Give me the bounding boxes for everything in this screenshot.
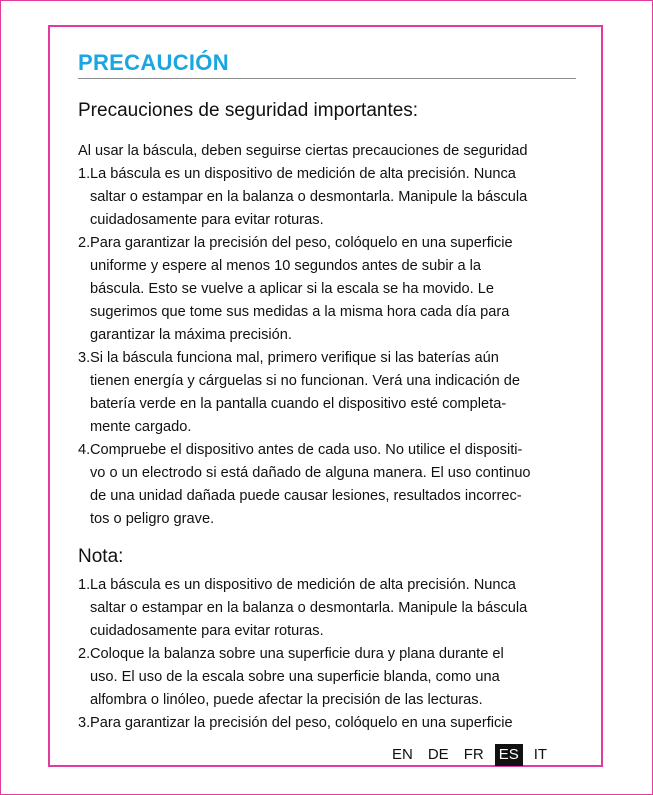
item-line: Si la báscula funciona mal, primero verifique si las baterías aún — [90, 350, 499, 366]
item-line: sugerimos que tome sus medidas a la misma hora cada día para — [90, 304, 510, 320]
item-line: Para garantizar la precisión del peso, colóquelo en una superficie — [90, 235, 513, 251]
language-en[interactable]: EN — [392, 746, 413, 763]
safety-item — [78, 347, 578, 439]
item-line: batería verde en la pantalla cuando el dispositivo esté completa- — [90, 396, 507, 412]
item-line: uso. El uso de la escala sobre una superficie blanda, como una — [90, 669, 500, 685]
title-divider — [78, 78, 576, 79]
item-number: 3. — [78, 350, 91, 366]
item-number: 2. — [78, 646, 91, 662]
item-line: saltar o estampar en la balanza o desmontarla. Manipule la báscula — [90, 600, 528, 616]
safety-item — [78, 232, 578, 347]
safety-list — [78, 163, 578, 531]
item-line: cuidadosamente para evitar roturas. — [90, 623, 324, 639]
item-number: 1. — [78, 166, 91, 182]
item-number: 2. — [78, 235, 91, 251]
note-heading: Nota: — [78, 546, 124, 567]
item-line: cuidadosamente para evitar roturas. — [90, 212, 324, 228]
item-line: tos o peligro grave. — [90, 511, 215, 527]
item-number: 4. — [78, 442, 91, 458]
item-line: Para garantizar la precisión del peso, colóquelo en una superficie — [90, 715, 513, 731]
item-number: 3. — [78, 715, 91, 731]
item-line: La báscula es un dispositivo de medición de alta precisión. Nunca — [90, 577, 516, 593]
item-line: tienen energía y cárguelas si no funcionan. Verá una indicación de — [90, 373, 521, 389]
language-de[interactable]: DE — [427, 746, 449, 763]
item-line: vo o un electrodo si está dañado de alguna manera. El uso continuo — [90, 465, 531, 481]
language-fr[interactable]: FR — [463, 746, 484, 763]
language-it[interactable]: IT — [533, 746, 548, 763]
item-line: báscula. Esto se vuelve a aplicar si la escala se ha movido. Le — [90, 281, 494, 297]
item-line: mente cargado. — [90, 419, 192, 435]
item-line: La báscula es un dispositivo de medición de alta precisión. Nunca — [90, 166, 516, 182]
safety-heading: Precauciones de seguridad importantes: — [78, 100, 419, 121]
item-number: 1. — [78, 577, 91, 593]
safety-item — [78, 439, 578, 531]
safety-intro: Al usar la báscula, deben seguirse ciertas precauciones de seguridad — [78, 143, 528, 159]
item-line: uniforme y espere al menos 10 segundos antes de subir a la — [90, 258, 482, 274]
language-es[interactable]: ES — [495, 744, 523, 766]
item-line: de una unidad dañada puede causar lesiones, resultados incorrec- — [90, 488, 522, 504]
note-item — [78, 574, 578, 643]
page-title: PRECAUCIÓN — [78, 50, 229, 75]
safety-item — [78, 163, 578, 232]
item-line: alfombra o linóleo, puede afectar la precisión de las lecturas. — [90, 692, 483, 708]
note-list — [78, 574, 578, 735]
note-item — [78, 643, 578, 712]
language-selector — [388, 744, 558, 766]
item-line: Compruebe el dispositivo antes de cada uso. No utilice el dispositi- — [90, 442, 523, 458]
item-line: garantizar la máxima precisión. — [90, 327, 292, 343]
note-item — [78, 712, 578, 735]
item-line: saltar o estampar en la balanza o desmontarla. Manipule la báscula — [90, 189, 528, 205]
item-line: Coloque la balanza sobre una superficie dura y plana durante el — [90, 646, 504, 662]
